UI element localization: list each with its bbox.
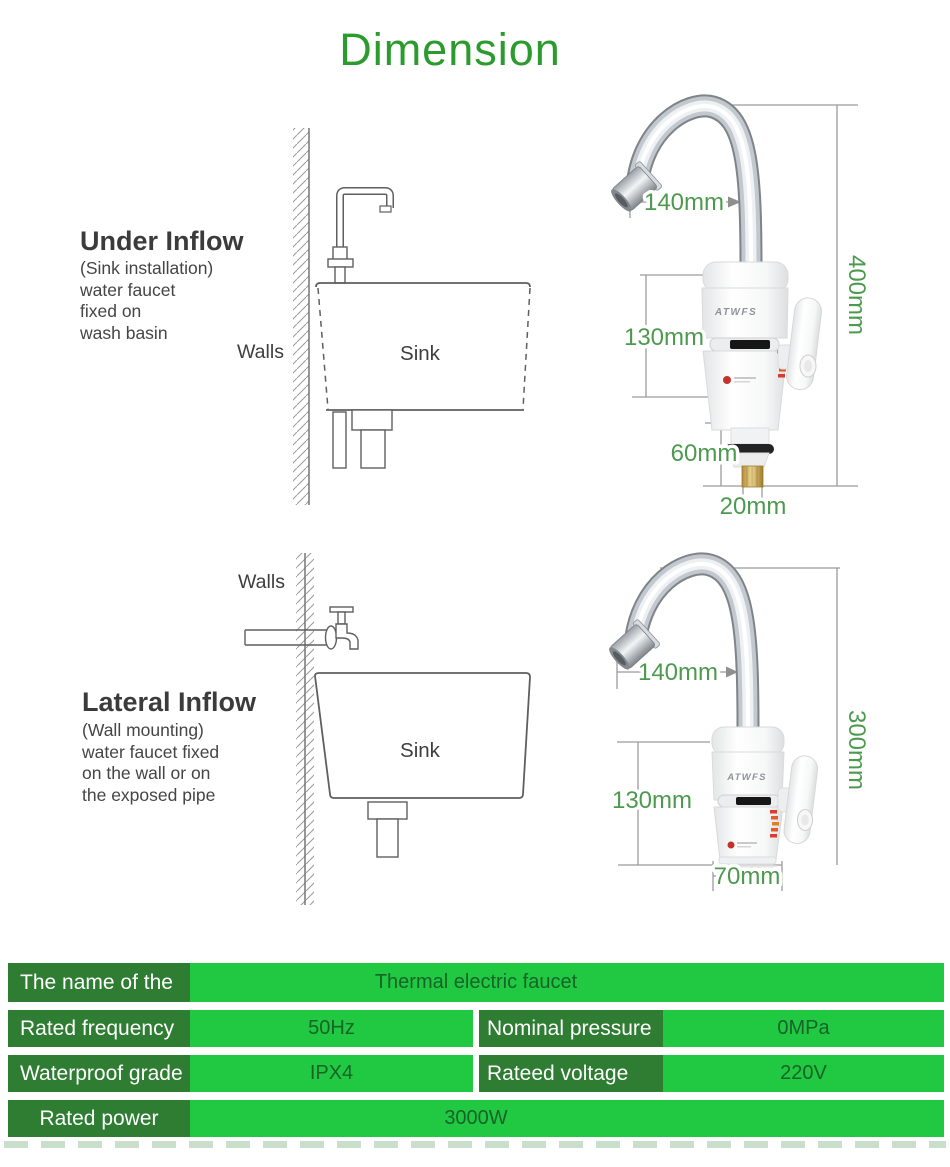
drain-pipe bbox=[333, 412, 346, 468]
walls-label: Walls bbox=[238, 571, 285, 593]
spec-row-waterproof-voltage bbox=[8, 1055, 944, 1092]
spec-label-text: Waterproof grade bbox=[20, 1061, 183, 1085]
faucet-photo-lateral bbox=[605, 564, 870, 891]
walls-label: Walls bbox=[237, 341, 284, 363]
spec-value-name bbox=[190, 963, 944, 1002]
brass-thread bbox=[742, 466, 763, 487]
watermark-dashes bbox=[4, 1141, 946, 1148]
spec-label-waterproof bbox=[8, 1055, 190, 1092]
under-inflow-line: water faucet bbox=[80, 279, 176, 300]
logo-text-mark bbox=[737, 846, 751, 848]
under-inflow-line: fixed on bbox=[80, 301, 142, 322]
spec-value-text: Thermal electric faucet bbox=[374, 971, 578, 993]
faucet-handle bbox=[778, 754, 819, 845]
spec-row-name bbox=[8, 963, 944, 1002]
display-window-glass bbox=[736, 797, 771, 805]
lateral-inflow-line: (Wall mounting) bbox=[82, 720, 204, 740]
lateral-inflow-heading: Lateral Inflow bbox=[82, 687, 257, 717]
faucet-spout bbox=[607, 106, 751, 268]
spec-row-frequency-pressure bbox=[8, 1010, 944, 1047]
brand-label: ATWFS bbox=[714, 307, 758, 318]
under-inflow-heading: Under Inflow bbox=[80, 226, 244, 256]
spec-label-text: Rateed voltage bbox=[487, 1061, 629, 1085]
dim-body-height: 130mm bbox=[611, 787, 693, 814]
spec-label-text: Rated frequency bbox=[20, 1016, 175, 1040]
spec-value-pressure bbox=[663, 1010, 944, 1047]
display-window-glass bbox=[730, 340, 770, 349]
spec-value-text: 0MPa bbox=[777, 1017, 830, 1039]
dim-spout-reach: 140mm bbox=[643, 189, 725, 216]
spec-value-text: IPX4 bbox=[309, 1062, 354, 1084]
logo-dot-icon bbox=[728, 842, 735, 849]
dim-body-height: 130mm bbox=[623, 324, 705, 351]
dim-total-height: 400mm bbox=[843, 254, 870, 336]
spec-label-voltage bbox=[479, 1055, 663, 1092]
spec-value-text: 50Hz bbox=[308, 1017, 355, 1039]
drain-fitting bbox=[352, 410, 392, 430]
sink-label: Sink bbox=[400, 342, 440, 365]
spec-value-text: 3000W bbox=[444, 1107, 508, 1129]
dim-total-height: 300mm bbox=[843, 709, 870, 791]
under-inflow-line: wash basin bbox=[80, 323, 168, 344]
faucet-body bbox=[702, 262, 788, 430]
brand-label: ATWFS bbox=[727, 772, 767, 783]
spec-row-power bbox=[8, 1100, 944, 1137]
spec-label-text: The name of the bbox=[20, 970, 173, 994]
spec-label-text: Rated power bbox=[39, 1106, 159, 1130]
spec-value-power bbox=[190, 1100, 944, 1137]
spec-label-name bbox=[8, 963, 190, 1002]
logo-dot-icon bbox=[723, 376, 731, 384]
logo-text-mark bbox=[737, 842, 757, 844]
logo-text-mark bbox=[734, 381, 750, 383]
drain-outlet bbox=[361, 430, 385, 468]
spec-value-voltage bbox=[663, 1055, 944, 1092]
spec-value-frequency bbox=[190, 1010, 473, 1047]
lateral-inflow-line: the exposed pipe bbox=[82, 785, 216, 806]
lateral-inflow-line: water faucet fixed bbox=[82, 741, 220, 762]
dim-under-counter: 60mm bbox=[670, 440, 738, 467]
under-inflow-diagram bbox=[237, 128, 530, 505]
sink-drawing bbox=[316, 283, 530, 468]
drain-fitting bbox=[368, 802, 407, 819]
faucet-body bbox=[712, 727, 784, 869]
page-title: Dimension bbox=[339, 24, 561, 75]
faucet-photo-under bbox=[607, 105, 870, 520]
spec-value-waterproof bbox=[190, 1055, 473, 1092]
dim-spout-reach: 140mm bbox=[637, 659, 719, 686]
spec-label-frequency bbox=[8, 1010, 190, 1047]
spec-label-pressure bbox=[479, 1010, 663, 1047]
faucet-spout bbox=[605, 564, 748, 728]
faucet-line-drawing bbox=[328, 191, 391, 283]
lateral-inflow-diagram bbox=[238, 553, 530, 905]
lateral-inflow-line: on the wall or on bbox=[82, 763, 211, 784]
spec-value-text: 220V bbox=[780, 1062, 827, 1084]
drain-outlet bbox=[377, 819, 398, 857]
logo-text-mark bbox=[734, 377, 756, 379]
sink-label: Sink bbox=[400, 739, 440, 762]
sink-drawing bbox=[315, 673, 530, 857]
under-inflow-line: (Sink installation) bbox=[80, 258, 214, 278]
spec-label-power bbox=[8, 1100, 190, 1137]
dim-thread-diameter: 20mm bbox=[719, 493, 787, 520]
dim-base-width: 70mm bbox=[713, 863, 781, 890]
spec-label-text: Nominal pressure bbox=[487, 1016, 652, 1040]
wall-hatch bbox=[293, 128, 309, 505]
